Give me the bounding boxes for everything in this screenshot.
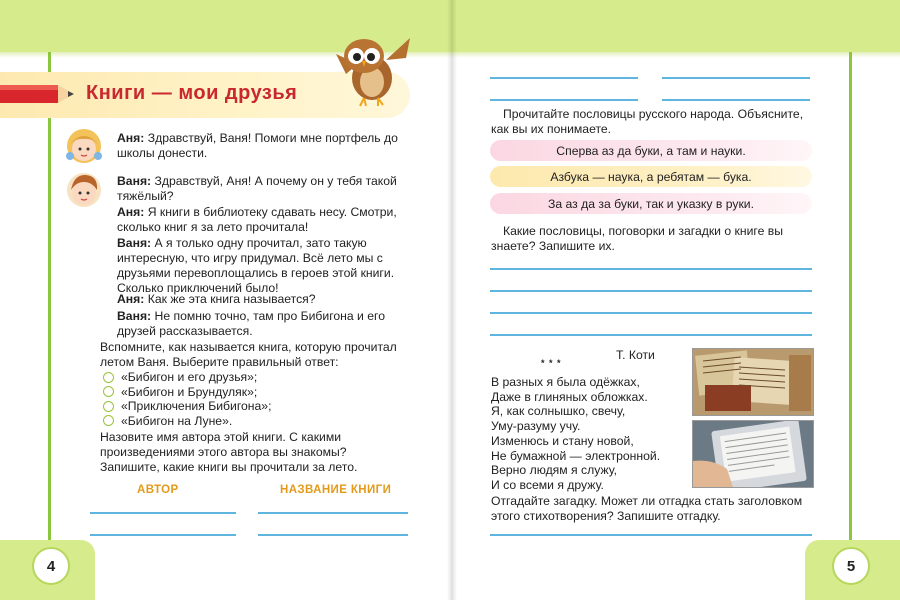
poem-line: И со всеми я дружу. [491, 477, 604, 492]
proverb-1: Сперва аз да буки, а там и науки. [490, 140, 812, 161]
book-spine [447, 0, 457, 600]
poem-line: Не бумажной — электронной. [491, 448, 661, 463]
option-label: «Бибигон и его друзья»; [121, 370, 258, 385]
page-number-right: 5 [832, 547, 870, 585]
page-number-left: 4 [32, 547, 70, 585]
task-choose-answer: Вспомните, как называется книга, которую прочитал летом Ваня. Выберите правильный ответ: [100, 340, 397, 369]
radio-circle-icon[interactable] [103, 401, 114, 412]
poem-line: В разных я была одёжках, [491, 375, 640, 389]
red-pencil-icon [0, 82, 78, 106]
old-books-photo [692, 348, 814, 416]
option-label: «Бибигон на Луне». [121, 413, 233, 428]
speaker-name: Аня: [117, 131, 145, 145]
answer-line-author[interactable] [90, 534, 236, 536]
answer-line[interactable] [490, 99, 638, 101]
dialogue-text: Как же эта книга называется? [144, 292, 316, 306]
column-header-author: АВТОР [137, 484, 179, 496]
answer-option[interactable] [103, 385, 403, 400]
dialogue-line-4 [117, 236, 412, 296]
radio-circle-icon[interactable] [103, 386, 114, 397]
poem-stars: * * * [541, 358, 562, 368]
dialogue-line-5 [117, 292, 412, 307]
answer-line[interactable] [490, 334, 812, 336]
task-write-books: Запишите, какие книги вы прочитали за лето. [100, 460, 358, 474]
dialogue-text: Здравствуй, Аня! А почему он у тебя такой тяжёлый? [117, 174, 397, 203]
answer-line[interactable] [490, 312, 812, 314]
ebook-reader-photo [692, 420, 814, 488]
task-riddle: Отгадайте загадку. Может ли отгадка стать заголовком этого стихотворения? Запишите отгадку. [491, 494, 803, 523]
answer-line[interactable] [490, 77, 638, 79]
speaker-name: Ваня: [117, 174, 152, 188]
poem-stanza-1 [491, 375, 686, 433]
option-label: «Приключения Бибигона»; [121, 399, 272, 414]
option-label: «Бибигон и Брундуляк»; [121, 384, 258, 399]
poem-line: Я, как солнышко, свечу, [491, 404, 626, 418]
left-margin-rule [48, 52, 51, 542]
right-margin-rule [849, 52, 852, 542]
speaker-name: Аня: [117, 292, 145, 306]
poem-line: Даже в глиняных обложках. [491, 389, 648, 404]
radio-circle-icon[interactable] [103, 372, 114, 383]
answer-option[interactable] [103, 370, 403, 385]
page-title: Книги — мои друзья [86, 82, 298, 104]
poem-stanza-2 [491, 434, 686, 492]
answer-line[interactable] [662, 99, 810, 101]
dialogue-line-2 [117, 174, 412, 204]
answer-line[interactable] [490, 268, 812, 270]
dialogue-text: Здравствуй, Ваня! Помоги мне портфель до школы донести. [117, 131, 398, 160]
column-header-book-title: НАЗВАНИЕ КНИГИ [280, 484, 392, 496]
answer-line-title[interactable] [258, 512, 408, 514]
task-name-author: Назовите имя автора этой книги. С какими произведениями этого автора вы знакомы? [100, 430, 347, 459]
radio-circle-icon[interactable] [103, 415, 114, 426]
answer-line-title[interactable] [258, 534, 408, 536]
task-read-proverbs: Прочитайте пословицы русского народа. Объясните, как вы их понимаете. [491, 107, 804, 136]
speaker-name: Ваня: [117, 309, 152, 323]
answer-line[interactable] [490, 534, 812, 536]
poem-author: Т. Коти [616, 348, 655, 362]
answer-option[interactable] [103, 399, 403, 414]
dialogue-text: Я книги в библиотеку сдавать несу. Смотри, сколько книг я за лето прочитала! [117, 205, 397, 234]
dialogue-line-3 [117, 205, 412, 235]
dialogue-line-6 [117, 309, 412, 339]
answer-options [103, 370, 403, 428]
speaker-name: Аня: [117, 205, 145, 219]
answer-line[interactable] [662, 77, 810, 79]
speaker-name: Ваня: [117, 236, 152, 250]
dialogue-text: Не помню точно, там про Бибигона и его друзей рассказывается. [117, 309, 385, 338]
dialogue-line-1 [117, 131, 412, 161]
answer-line-author[interactable] [90, 512, 236, 514]
owl-mascot-icon [326, 30, 412, 108]
poem-line: Изменюсь и стану новой, [491, 434, 634, 448]
poem-line: Уму-разуму учу. [491, 418, 581, 433]
answer-option[interactable] [103, 414, 403, 429]
girl-avatar-icon [66, 126, 102, 166]
answer-line[interactable] [490, 290, 812, 292]
task-write-proverbs: Какие пословицы, поговорки и загадки о книге вы знаете? Запишите их. [491, 224, 783, 253]
proverb-3: За аз да за буки, так и указку в руки. [490, 193, 812, 214]
poem-line: Верно людям я служу, [491, 463, 618, 477]
proverb-2: Азбука — наука, а ребятам — бука. [490, 166, 812, 187]
dialogue-text: А я только одну прочитал, зато такую интересную, что игру придумал. Всё лето мы с друзьями перевоплощались в героев этой книги. Сколько приключений было! [117, 236, 395, 295]
boy-avatar-icon [66, 170, 102, 210]
